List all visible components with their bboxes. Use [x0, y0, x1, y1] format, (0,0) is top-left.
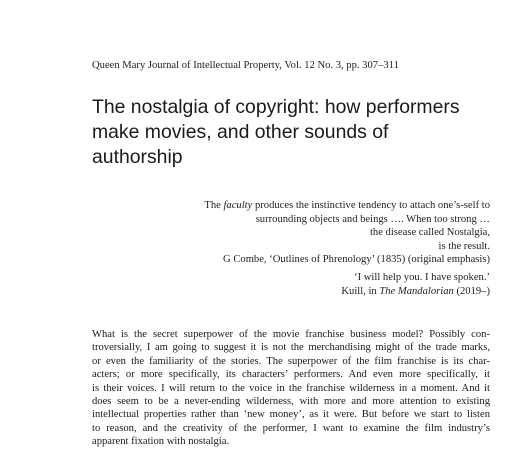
epigraph-2-attribution: [341, 285, 490, 299]
title-line-2: make movies, and other sounds of: [92, 121, 389, 143]
body-line-8: to reason, and the creativity of the performer, I want to examine the film industry’s: [92, 422, 490, 434]
epigraph-1-rest: produces the instinctive tendency to attach one’s-self to: [252, 200, 490, 211]
article-title: [92, 95, 512, 170]
epigraph-1-line-1: [204, 199, 490, 213]
body-line-9: apparent fixation with nostalgia.: [92, 436, 230, 448]
epigraph-1-line-2: surrounding objects and beings …. When too strong …: [255, 213, 490, 225]
body-line-1: What is the secret superpower of the movie franchise business model? Possibly con-: [92, 329, 490, 340]
body-line-6: does seem to be a never-ending wilderness, with more and more attention to existing: [92, 396, 490, 408]
body-line-3: or even the familiarity of the stories. The superpower of the film franchise is its char-: [92, 355, 490, 367]
epigraph-1-faculty: faculty: [223, 200, 253, 211]
epigraph-combe: [204, 199, 490, 267]
title-line-1: The nostalgia of copyright: how performers: [92, 96, 460, 118]
article-body: [92, 328, 490, 449]
title-line-3: authorship: [92, 146, 183, 168]
epigraph-2-prefix: Kuill, in: [341, 285, 380, 297]
body-line-7: intellectual properties rather than ‘new money’, as it were. But before we start to listen: [92, 409, 490, 421]
epigraph-mandalorian: [341, 271, 490, 298]
epigraph-1-line-4: is the result.: [438, 240, 490, 252]
epigraph-1-line-3: the disease called Nostalgia,: [369, 227, 490, 239]
epigraph-2-quote: ‘I will help you. I have spoken.’: [354, 272, 490, 283]
epigraph-2-work: The Mandalorian: [379, 285, 454, 297]
epigraph-1-the: The: [204, 200, 224, 211]
body-line-4: acters; or more specifically, its characters’ performers. And even more specifically, it: [92, 369, 490, 381]
journal-citation: Queen Mary Journal of Intellectual Property, Vol. 12 No. 3, pp. 307–311: [92, 60, 399, 71]
epigraph-2-suffix: (2019–): [453, 285, 490, 297]
epigraph-1-attribution: G Combe, ‘Outlines of Phrenology’ (1835) (original emphasis): [223, 254, 490, 266]
body-line-5: is their voices. I will return to the voice in the franchise wilderness in a moment. And it: [92, 382, 490, 394]
body-line-2: troversially, I am going to suggest it is not the merchandising might of the trade marks,: [92, 342, 490, 354]
